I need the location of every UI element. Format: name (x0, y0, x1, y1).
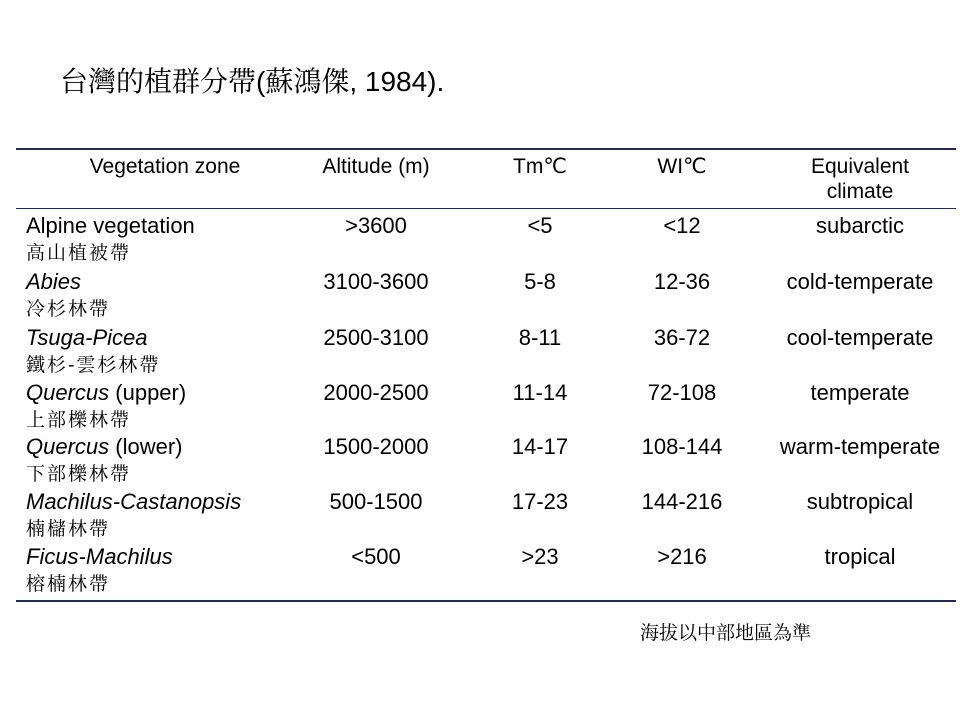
zone-chinese-name: 榕楠林帶 (26, 573, 111, 595)
wi-cell: <12 (663, 213, 701, 238)
tm-cell: 11-14 (512, 380, 568, 405)
wi-cell: 144-216 (641, 489, 723, 514)
zone-chinese-name: 冷杉林帶 (26, 298, 111, 320)
altitude-cell: 2000-2500 (323, 380, 429, 405)
climate-cell: warm-temperate (779, 434, 941, 459)
altitude-cell: <500 (351, 544, 401, 569)
table-top-rule (16, 148, 956, 150)
table-row (0, 379, 960, 435)
climate-cell: cool-temperate (786, 325, 934, 350)
header-wi: WI℃ (657, 155, 707, 178)
zone-latin-name: Quercus (26, 434, 110, 459)
climate-cell: subtropical (806, 489, 914, 514)
tm-cell: 14-17 (511, 434, 569, 459)
table-row (0, 433, 960, 489)
zone-qualifier: Alpine vegetation (26, 213, 195, 238)
climate-cell: cold-temperate (786, 269, 934, 294)
altitude-cell: 500-1500 (329, 489, 423, 514)
wi-cell: 12-36 (653, 269, 711, 294)
table-header-rule (16, 208, 956, 209)
wi-cell: 72-108 (647, 380, 717, 405)
zone-cell (26, 543, 173, 597)
altitude-cell: 3100-3600 (323, 269, 429, 294)
zone-latin-name: Machilus-Castanopsis (26, 489, 242, 514)
zone-chinese-name: 上部櫟林帶 (26, 409, 132, 431)
header-tm: Tm℃ (513, 155, 567, 178)
zone-qualifier: (upper) (109, 380, 187, 405)
zone-cell (26, 488, 241, 542)
zone-chinese-name: 高山植被帶 (26, 242, 132, 264)
zone-qualifier: (lower) (109, 434, 183, 459)
table-bottom-rule (16, 600, 956, 602)
header-vegetation-zone: Vegetation zone (89, 155, 241, 178)
table-row (0, 268, 960, 324)
zone-latin-name: Tsuga-Picea (26, 325, 148, 350)
climate-cell: temperate (810, 380, 910, 405)
zone-cell (26, 212, 195, 266)
wi-cell: 108-144 (641, 434, 723, 459)
header-altitude: Altitude (m) (322, 155, 430, 178)
altitude-cell: 2500-3100 (323, 325, 429, 350)
tm-cell: 5-8 (524, 269, 556, 294)
wi-cell: 36-72 (653, 325, 711, 350)
zone-latin-name: Abies (26, 269, 82, 294)
wi-cell: >216 (657, 544, 707, 569)
zone-chinese-name: 楠櫧林帶 (26, 518, 111, 540)
header-equivalent-climate: Equivalent climate (810, 155, 910, 203)
tm-cell: 17-23 (511, 489, 569, 514)
zone-cell (26, 324, 160, 378)
climate-cell: subarctic (815, 213, 905, 238)
zone-cell (26, 433, 183, 487)
table-row (0, 324, 960, 380)
table-row (0, 543, 960, 599)
zone-cell (26, 379, 186, 433)
altitude-cell: 1500-2000 (323, 434, 429, 459)
zone-chinese-name: 下部櫟林帶 (26, 463, 132, 485)
altitude-cell: >3600 (345, 213, 407, 238)
zone-latin-name: Ficus-Machilus (26, 544, 173, 569)
zone-latin-name: Quercus (26, 380, 110, 405)
tm-cell: >23 (521, 544, 559, 569)
tm-cell: <5 (527, 213, 553, 238)
table-row (0, 212, 960, 268)
tm-cell: 8-11 (518, 325, 562, 350)
altitude-footnote: 海拔以中部地區為準 (640, 622, 812, 644)
page-title: 台灣的植群分帶(蘇鴻傑, 1984). (60, 66, 445, 97)
climate-cell: tropical (824, 544, 896, 569)
table-row (0, 488, 960, 544)
zone-chinese-name: 鐵杉-雲杉林帶 (26, 354, 161, 376)
zone-cell (26, 268, 110, 322)
